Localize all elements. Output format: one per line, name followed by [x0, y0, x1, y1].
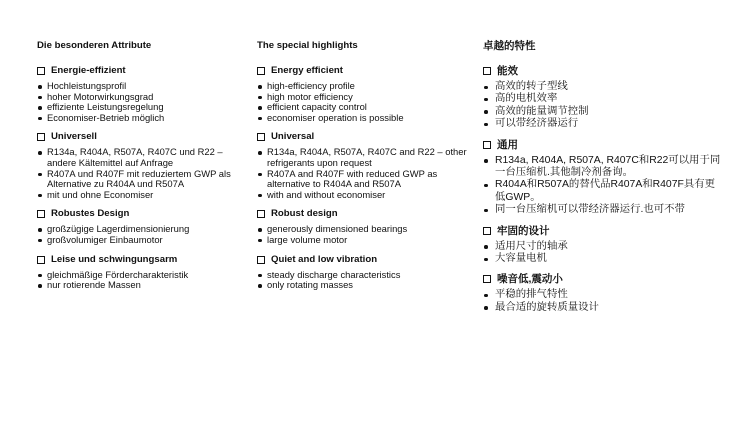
column-english — [257, 40, 469, 299]
bullet-list — [37, 224, 245, 245]
list-item: effiziente Leistungsregelung — [37, 102, 245, 113]
checkbox-icon — [483, 67, 491, 75]
checkbox-icon — [37, 256, 45, 264]
list-item: R134a, R404A, R507A, R407C and R22 – other refrigerants upon request — [257, 147, 469, 168]
checkbox-icon — [483, 141, 491, 149]
list-item: Economiser-Betrieb möglich — [37, 113, 245, 124]
section-energy — [37, 65, 245, 123]
section-heading: Energie-effizient — [37, 65, 245, 77]
bullet-list — [483, 289, 723, 314]
section-heading: Robust design — [257, 208, 469, 220]
bullet-list — [257, 81, 469, 123]
list-item: high motor efficiency — [257, 92, 469, 103]
list-item: efficient capacity control — [257, 102, 469, 113]
checkbox-icon — [37, 133, 45, 141]
column-title: Die besonderen Attribute — [37, 40, 152, 51]
section-heading: 噪音低,震动小 — [483, 273, 723, 285]
column-chinese — [483, 40, 723, 322]
list-item: nur rotierende Massen — [37, 280, 245, 291]
list-item: 平稳的排气特性 — [483, 289, 723, 301]
list-item: R134a, R404A, R507A, R407C und R22 – andere Kältemittel auf Anfrage — [37, 147, 245, 168]
bullet-list — [483, 155, 723, 217]
list-item: 最合适的旋转质量设计 — [483, 302, 723, 314]
list-item: large volume motor — [257, 235, 469, 246]
bullet-list — [37, 270, 245, 291]
bullet-list — [37, 81, 245, 123]
list-item: 适用尺寸的轴承 — [483, 241, 723, 253]
section-robust — [257, 208, 469, 245]
list-item: high-efficiency profile — [257, 81, 469, 92]
section-universal — [483, 139, 723, 217]
checkbox-icon — [483, 275, 491, 283]
section-quiet — [257, 254, 469, 291]
list-item: economiser operation is possible — [257, 113, 469, 124]
checkbox-icon — [257, 133, 265, 141]
section-robust — [483, 225, 723, 266]
list-item: only rotating masses — [257, 280, 469, 291]
list-item: 高效的能量调节控制 — [483, 106, 723, 118]
section-heading: Energy efficient — [257, 65, 469, 77]
section-robust — [37, 208, 245, 245]
column-title: 卓越的特性 — [483, 40, 536, 52]
bullet-list — [483, 81, 723, 131]
checkbox-icon — [483, 227, 491, 235]
section-heading: Leise und schwingungsarm — [37, 254, 245, 266]
list-item: R407A and R407F with reduced GWP as alternative to R404A and R507A — [257, 169, 469, 190]
list-item: hoher Motorwirkungsgrad — [37, 92, 245, 103]
list-item: R134a, R404A, R507A, R407C和R22可以用于同一台压缩机.其他制冷剂备询。 — [483, 155, 723, 180]
list-item: 高的电机效率 — [483, 93, 723, 105]
section-heading: Quiet and low vibration — [257, 254, 469, 266]
list-item: Hochleistungsprofil — [37, 81, 245, 92]
list-item: gleichmäßige Fördercharakteristik — [37, 270, 245, 281]
checkbox-icon — [257, 67, 265, 75]
section-universal — [37, 131, 245, 200]
list-item: großzügige Lagerdimensionierung — [37, 224, 245, 235]
list-item: generously dimensioned bearings — [257, 224, 469, 235]
section-universal — [257, 131, 469, 200]
bullet-list — [37, 147, 245, 200]
bullet-list — [257, 270, 469, 291]
section-heading: Universell — [37, 131, 245, 143]
bullet-list — [483, 241, 723, 266]
section-heading: 通用 — [483, 139, 723, 151]
list-item: großvolumiger Einbaumotor — [37, 235, 245, 246]
section-heading: Universal — [257, 131, 469, 143]
section-heading: 牢固的设计 — [483, 225, 723, 237]
section-heading: Robustes Design — [37, 208, 245, 220]
checkbox-icon — [37, 67, 45, 75]
list-item: R404A和R507A的替代品R407A和R407F具有更低GWP。 — [483, 179, 723, 204]
section-quiet — [483, 273, 723, 314]
bullet-list — [257, 147, 469, 200]
list-item: steady discharge characteristics — [257, 270, 469, 281]
list-item: R407A und R407F mit reduziertem GWP als Alternative zu R404A und R507A — [37, 169, 245, 190]
checkbox-icon — [257, 256, 265, 264]
section-quiet — [37, 254, 245, 291]
checkbox-icon — [37, 210, 45, 218]
bullet-list — [257, 224, 469, 245]
column-german — [37, 40, 245, 299]
list-item: mit und ohne Economiser — [37, 190, 245, 201]
list-item: 同一台压缩机可以带经济器运行.也可不带 — [483, 204, 723, 216]
checkbox-icon — [257, 210, 265, 218]
column-title: The special highlights — [257, 40, 358, 51]
section-energy — [483, 65, 723, 131]
list-item: with and without economiser — [257, 190, 469, 201]
list-item: 可以带经济器运行 — [483, 118, 723, 130]
section-heading: 能效 — [483, 65, 723, 77]
list-item: 大容量电机 — [483, 253, 723, 265]
section-energy — [257, 65, 469, 123]
list-item: 高效的转子型线 — [483, 81, 723, 93]
